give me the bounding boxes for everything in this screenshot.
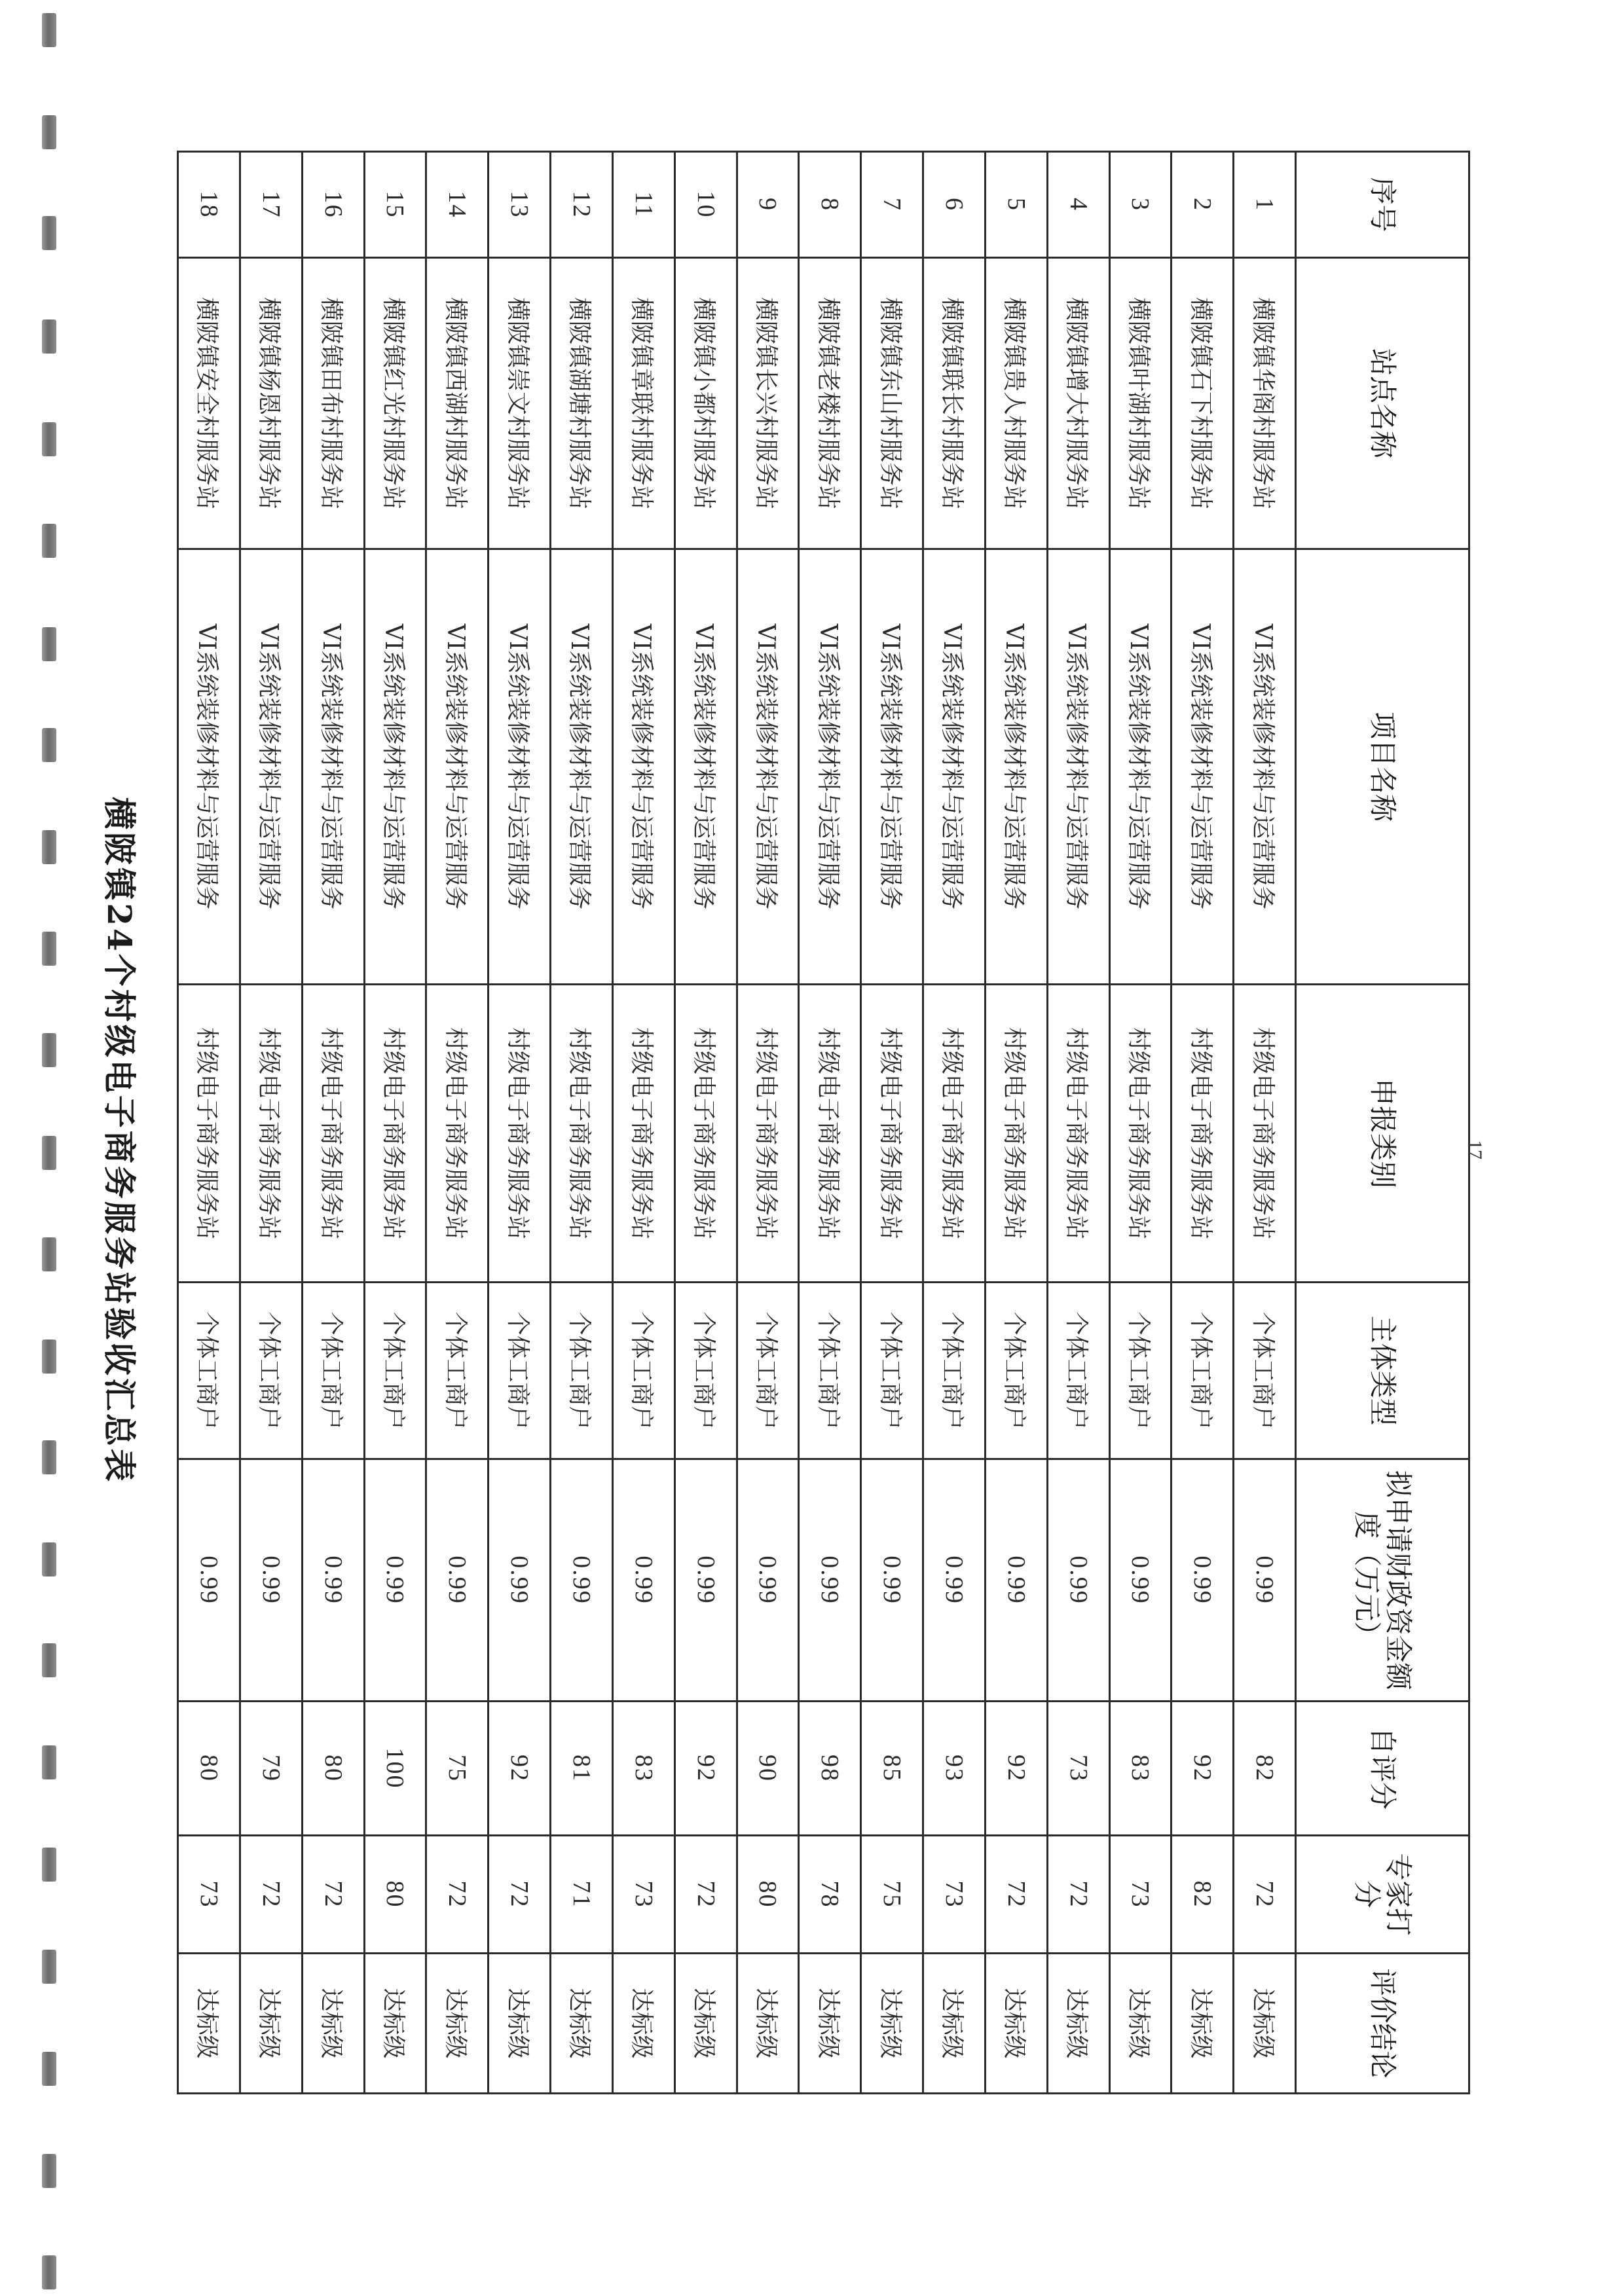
cell-station-name: 横陂镇华阁村服务站 (1234, 258, 1296, 549)
cell-project-name: VI系统装修材料与运营服务 (240, 549, 302, 985)
cell-entity-type: 个体工商户 (674, 1283, 737, 1459)
cell-index: 3 (1109, 152, 1172, 258)
cell-expert-score: 80 (737, 1836, 799, 1954)
cell-funding-amount: 0.99 (551, 1459, 613, 1702)
binding-hole-mark (42, 524, 56, 558)
cell-entity-type: 个体工商户 (551, 1283, 613, 1459)
cell-self-score: 92 (1172, 1702, 1234, 1836)
table-row (364, 152, 426, 2094)
cell-funding-amount: 0.99 (1234, 1459, 1296, 1702)
cell-index: 1 (1234, 152, 1296, 258)
cell-self-score: 75 (426, 1702, 489, 1836)
table-row (799, 152, 861, 2094)
cell-index: 8 (799, 152, 861, 258)
acceptance-summary-table (177, 151, 1470, 2094)
cell-index: 5 (985, 152, 1047, 258)
table-row (923, 152, 986, 2094)
cell-category: 村级电子商务服务站 (240, 985, 302, 1283)
binding-hole-mark (42, 1136, 56, 1170)
table-row (1172, 152, 1234, 2094)
cell-index: 17 (240, 152, 302, 258)
cell-project-name: VI系统装修材料与运营服务 (985, 549, 1047, 985)
cell-category: 村级电子商务服务站 (861, 985, 923, 1283)
cell-self-score: 79 (240, 1702, 302, 1836)
table-header-row (1296, 152, 1469, 2094)
cell-station-name: 横陂镇章联村服务站 (612, 258, 674, 549)
cell-index: 15 (364, 152, 426, 258)
cell-station-name: 横陂镇杨恩村服务站 (240, 258, 302, 549)
cell-category: 村级电子商务服务站 (364, 985, 426, 1283)
cell-conclusion: 达标级 (426, 1954, 489, 2094)
cell-conclusion: 达标级 (923, 1954, 986, 2094)
document-title: 横陂镇24个村级电子商务服务站验收汇总表 (100, 797, 139, 1484)
cell-funding-amount: 0.99 (489, 1459, 551, 1702)
cell-conclusion: 达标级 (178, 1954, 240, 2094)
cell-category: 村级电子商务服务站 (426, 985, 489, 1283)
binding-hole-mark (42, 2052, 56, 2086)
cell-index: 2 (1172, 152, 1234, 258)
cell-self-score: 100 (364, 1702, 426, 1836)
cell-expert-score: 72 (674, 1836, 737, 1954)
cell-index: 6 (923, 152, 986, 258)
binding-hole-mark (42, 115, 56, 149)
cell-funding-amount: 0.99 (612, 1459, 674, 1702)
binding-hole-mark (42, 1339, 56, 1374)
cell-category: 村级电子商务服务站 (799, 985, 861, 1283)
header-cell: 自评分 (1296, 1702, 1469, 1836)
cell-funding-amount: 0.99 (1172, 1459, 1234, 1702)
cell-self-score: 83 (612, 1702, 674, 1836)
cell-funding-amount: 0.99 (1047, 1459, 1109, 1702)
cell-project-name: VI系统装修材料与运营服务 (923, 549, 986, 985)
cell-category: 村级电子商务服务站 (674, 985, 737, 1283)
cell-category: 村级电子商务服务站 (1109, 985, 1172, 1283)
cell-station-name: 横陂镇田布村服务站 (302, 258, 364, 549)
cell-entity-type: 个体工商户 (737, 1283, 799, 1459)
table-row (178, 152, 240, 2094)
cell-conclusion: 达标级 (737, 1954, 799, 2094)
cell-project-name: VI系统装修材料与运营服务 (364, 549, 426, 985)
cell-project-name: VI系统装修材料与运营服务 (612, 549, 674, 985)
cell-category: 村级电子商务服务站 (985, 985, 1047, 1283)
cell-funding-amount: 0.99 (737, 1459, 799, 1702)
cell-funding-amount: 0.99 (240, 1459, 302, 1702)
cell-funding-amount: 0.99 (674, 1459, 737, 1702)
cell-entity-type: 个体工商户 (1234, 1283, 1296, 1459)
table-row (737, 152, 799, 2094)
cell-funding-amount: 0.99 (985, 1459, 1047, 1702)
cell-index: 7 (861, 152, 923, 258)
cell-conclusion: 达标级 (1172, 1954, 1234, 2094)
cell-category: 村级电子商务服务站 (923, 985, 986, 1283)
binding-hole-mark (42, 728, 56, 762)
cell-conclusion: 达标级 (302, 1954, 364, 2094)
cell-entity-type: 个体工商户 (178, 1283, 240, 1459)
cell-project-name: VI系统装修材料与运营服务 (178, 549, 240, 985)
cell-station-name: 横陂镇老楼村服务站 (799, 258, 861, 549)
cell-entity-type: 个体工商户 (861, 1283, 923, 1459)
cell-index: 16 (302, 152, 364, 258)
cell-entity-type: 个体工商户 (612, 1283, 674, 1459)
cell-project-name: VI系统装修材料与运营服务 (799, 549, 861, 985)
cell-index: 13 (489, 152, 551, 258)
table-row (985, 152, 1047, 2094)
table-row (861, 152, 923, 2094)
cell-expert-score: 82 (1172, 1836, 1234, 1954)
cell-station-name: 横陂镇西湖村服务站 (426, 258, 489, 549)
table-row (489, 152, 551, 2094)
cell-conclusion: 达标级 (364, 1954, 426, 2094)
cell-category: 村级电子商务服务站 (612, 985, 674, 1283)
cell-conclusion: 达标级 (1047, 1954, 1109, 2094)
cell-entity-type: 个体工商户 (923, 1283, 986, 1459)
cell-funding-amount: 0.99 (302, 1459, 364, 1702)
cell-project-name: VI系统装修材料与运营服务 (1047, 549, 1109, 985)
cell-conclusion: 达标级 (861, 1954, 923, 2094)
cell-station-name: 横陂镇石下村服务站 (1172, 258, 1234, 549)
binding-hole-mark (42, 2255, 56, 2289)
cell-station-name: 横陂镇小都村服务站 (674, 258, 737, 549)
binding-hole-mark (42, 1440, 56, 1474)
cell-entity-type: 个体工商户 (799, 1283, 861, 1459)
cell-self-score: 98 (799, 1702, 861, 1836)
cell-entity-type: 个体工商户 (302, 1283, 364, 1459)
cell-index: 10 (674, 152, 737, 258)
table-row (1234, 152, 1296, 2094)
cell-project-name: VI系统装修材料与运营服务 (426, 549, 489, 985)
cell-expert-score: 78 (799, 1836, 861, 1954)
cell-project-name: VI系统装修材料与运营服务 (1172, 549, 1234, 985)
binding-hole-mark (42, 1950, 56, 1984)
table-row (674, 152, 737, 2094)
cell-conclusion: 达标级 (240, 1954, 302, 2094)
cell-entity-type: 个体工商户 (1047, 1283, 1109, 1459)
header-cell: 主体类型 (1296, 1283, 1469, 1459)
binding-hole-mark (42, 422, 56, 456)
cell-entity-type: 个体工商户 (426, 1283, 489, 1459)
binding-hole-mark (42, 627, 56, 661)
binding-hole-mark (42, 1745, 56, 1779)
cell-category: 村级电子商务服务站 (737, 985, 799, 1283)
cell-category: 村级电子商务服务站 (178, 985, 240, 1283)
cell-expert-score: 73 (612, 1836, 674, 1954)
cell-category: 村级电子商务服务站 (551, 985, 613, 1283)
table-row (612, 152, 674, 2094)
header-cell: 站点名称 (1296, 258, 1469, 549)
cell-station-name: 横陂镇东山村服务站 (861, 258, 923, 549)
cell-index: 12 (551, 152, 613, 258)
header-cell: 评价结论 (1296, 1954, 1469, 2094)
cell-expert-score: 73 (1109, 1836, 1172, 1954)
cell-funding-amount: 0.99 (799, 1459, 861, 1702)
cell-self-score: 92 (489, 1702, 551, 1836)
table-body (178, 152, 1296, 2094)
cell-self-score: 82 (1234, 1702, 1296, 1836)
cell-project-name: VI系统装修材料与运营服务 (1109, 549, 1172, 985)
cell-station-name: 横陂镇贵人村服务站 (985, 258, 1047, 549)
binding-hole-mark (42, 1237, 56, 1271)
cell-funding-amount: 0.99 (364, 1459, 426, 1702)
cell-index: 18 (178, 152, 240, 258)
cell-index: 4 (1047, 152, 1109, 258)
cell-self-score: 85 (861, 1702, 923, 1836)
cell-station-name: 横陂镇崇文村服务站 (489, 258, 551, 549)
table-row (551, 152, 613, 2094)
cell-self-score: 92 (985, 1702, 1047, 1836)
binding-hole-mark (42, 2154, 56, 2188)
cell-expert-score: 72 (1047, 1836, 1109, 1954)
cell-expert-score: 71 (551, 1836, 613, 1954)
cell-station-name: 横陂镇安全村服务站 (178, 258, 240, 549)
cell-funding-amount: 0.99 (178, 1459, 240, 1702)
cell-conclusion: 达标级 (1234, 1954, 1296, 2094)
cell-expert-score: 73 (923, 1836, 986, 1954)
header-cell: 申报类别 (1296, 985, 1469, 1283)
cell-self-score: 80 (178, 1702, 240, 1836)
cell-category: 村级电子商务服务站 (1234, 985, 1296, 1283)
cell-station-name: 横陂镇联长村服务站 (923, 258, 986, 549)
cell-self-score: 83 (1109, 1702, 1172, 1836)
binding-hole-mark (42, 216, 56, 250)
cell-conclusion: 达标级 (1109, 1954, 1172, 2094)
cell-expert-score: 72 (489, 1836, 551, 1954)
cell-index: 9 (737, 152, 799, 258)
header-cell: 序号 (1296, 152, 1469, 258)
cell-conclusion: 达标级 (799, 1954, 861, 2094)
cell-self-score: 93 (923, 1702, 986, 1836)
cell-entity-type: 个体工商户 (489, 1283, 551, 1459)
cell-project-name: VI系统装修材料与运营服务 (737, 549, 799, 985)
binding-hole-mark (42, 319, 56, 354)
table-row (1047, 152, 1109, 2094)
binding-hole-mark (42, 13, 56, 47)
cell-expert-score: 72 (240, 1836, 302, 1954)
page-number: 17 (1464, 1140, 1486, 1159)
cell-expert-score: 73 (178, 1836, 240, 1954)
cell-project-name: VI系统装修材料与运营服务 (1234, 549, 1296, 985)
binding-hole-mark (42, 932, 56, 966)
cell-entity-type: 个体工商户 (985, 1283, 1047, 1459)
cell-project-name: VI系统装修材料与运营服务 (861, 549, 923, 985)
cell-funding-amount: 0.99 (1109, 1459, 1172, 1702)
cell-entity-type: 个体工商户 (364, 1283, 426, 1459)
cell-station-name: 横陂镇湖塘村服务站 (551, 258, 613, 549)
table-row (302, 152, 364, 2094)
cell-index: 14 (426, 152, 489, 258)
cell-project-name: VI系统装修材料与运营服务 (302, 549, 364, 985)
cell-funding-amount: 0.99 (426, 1459, 489, 1702)
cell-station-name: 横陂镇长兴村服务站 (737, 258, 799, 549)
cell-self-score: 90 (737, 1702, 799, 1836)
cell-entity-type: 个体工商户 (1109, 1283, 1172, 1459)
cell-self-score: 73 (1047, 1702, 1109, 1836)
summary-table-container (177, 151, 1470, 2092)
cell-conclusion: 达标级 (985, 1954, 1047, 2094)
binding-hole-mark (42, 1542, 56, 1576)
cell-expert-score: 72 (985, 1836, 1047, 1954)
binding-hole-mark (42, 1848, 56, 1882)
cell-expert-score: 72 (302, 1836, 364, 1954)
cell-expert-score: 75 (861, 1836, 923, 1954)
cell-self-score: 81 (551, 1702, 613, 1836)
cell-expert-score: 72 (1234, 1836, 1296, 1954)
cell-conclusion: 达标级 (551, 1954, 613, 2094)
header-cell: 拟申请财政资金额度（万元） (1296, 1459, 1469, 1702)
cell-category: 村级电子商务服务站 (1172, 985, 1234, 1283)
cell-station-name: 横陂镇红光村服务站 (364, 258, 426, 549)
cell-self-score: 80 (302, 1702, 364, 1836)
cell-station-name: 横陂镇增大村服务站 (1047, 258, 1109, 549)
binding-hole-mark (42, 1033, 56, 1067)
header-cell: 项目名称 (1296, 549, 1469, 985)
cell-conclusion: 达标级 (612, 1954, 674, 2094)
cell-entity-type: 个体工商户 (240, 1283, 302, 1459)
cell-station-name: 横陂镇叶湖村服务站 (1109, 258, 1172, 549)
cell-expert-score: 72 (426, 1836, 489, 1954)
cell-project-name: VI系统装修材料与运营服务 (674, 549, 737, 985)
binding-hole-mark (42, 1643, 56, 1677)
binding-hole-mark (42, 830, 56, 864)
cell-category: 村级电子商务服务站 (1047, 985, 1109, 1283)
table-row (240, 152, 302, 2094)
cell-category: 村级电子商务服务站 (489, 985, 551, 1283)
cell-funding-amount: 0.99 (861, 1459, 923, 1702)
cell-self-score: 92 (674, 1702, 737, 1836)
cell-project-name: VI系统装修材料与运营服务 (551, 549, 613, 985)
table-row (1109, 152, 1172, 2094)
cell-index: 11 (612, 152, 674, 258)
cell-funding-amount: 0.99 (923, 1459, 986, 1702)
header-cell: 专家打分 (1296, 1836, 1469, 1954)
cell-category: 村级电子商务服务站 (302, 985, 364, 1283)
cell-entity-type: 个体工商户 (1172, 1283, 1234, 1459)
cell-expert-score: 80 (364, 1836, 426, 1954)
table-row (426, 152, 489, 2094)
cell-conclusion: 达标级 (489, 1954, 551, 2094)
cell-conclusion: 达标级 (674, 1954, 737, 2094)
cell-project-name: VI系统装修材料与运营服务 (489, 549, 551, 985)
